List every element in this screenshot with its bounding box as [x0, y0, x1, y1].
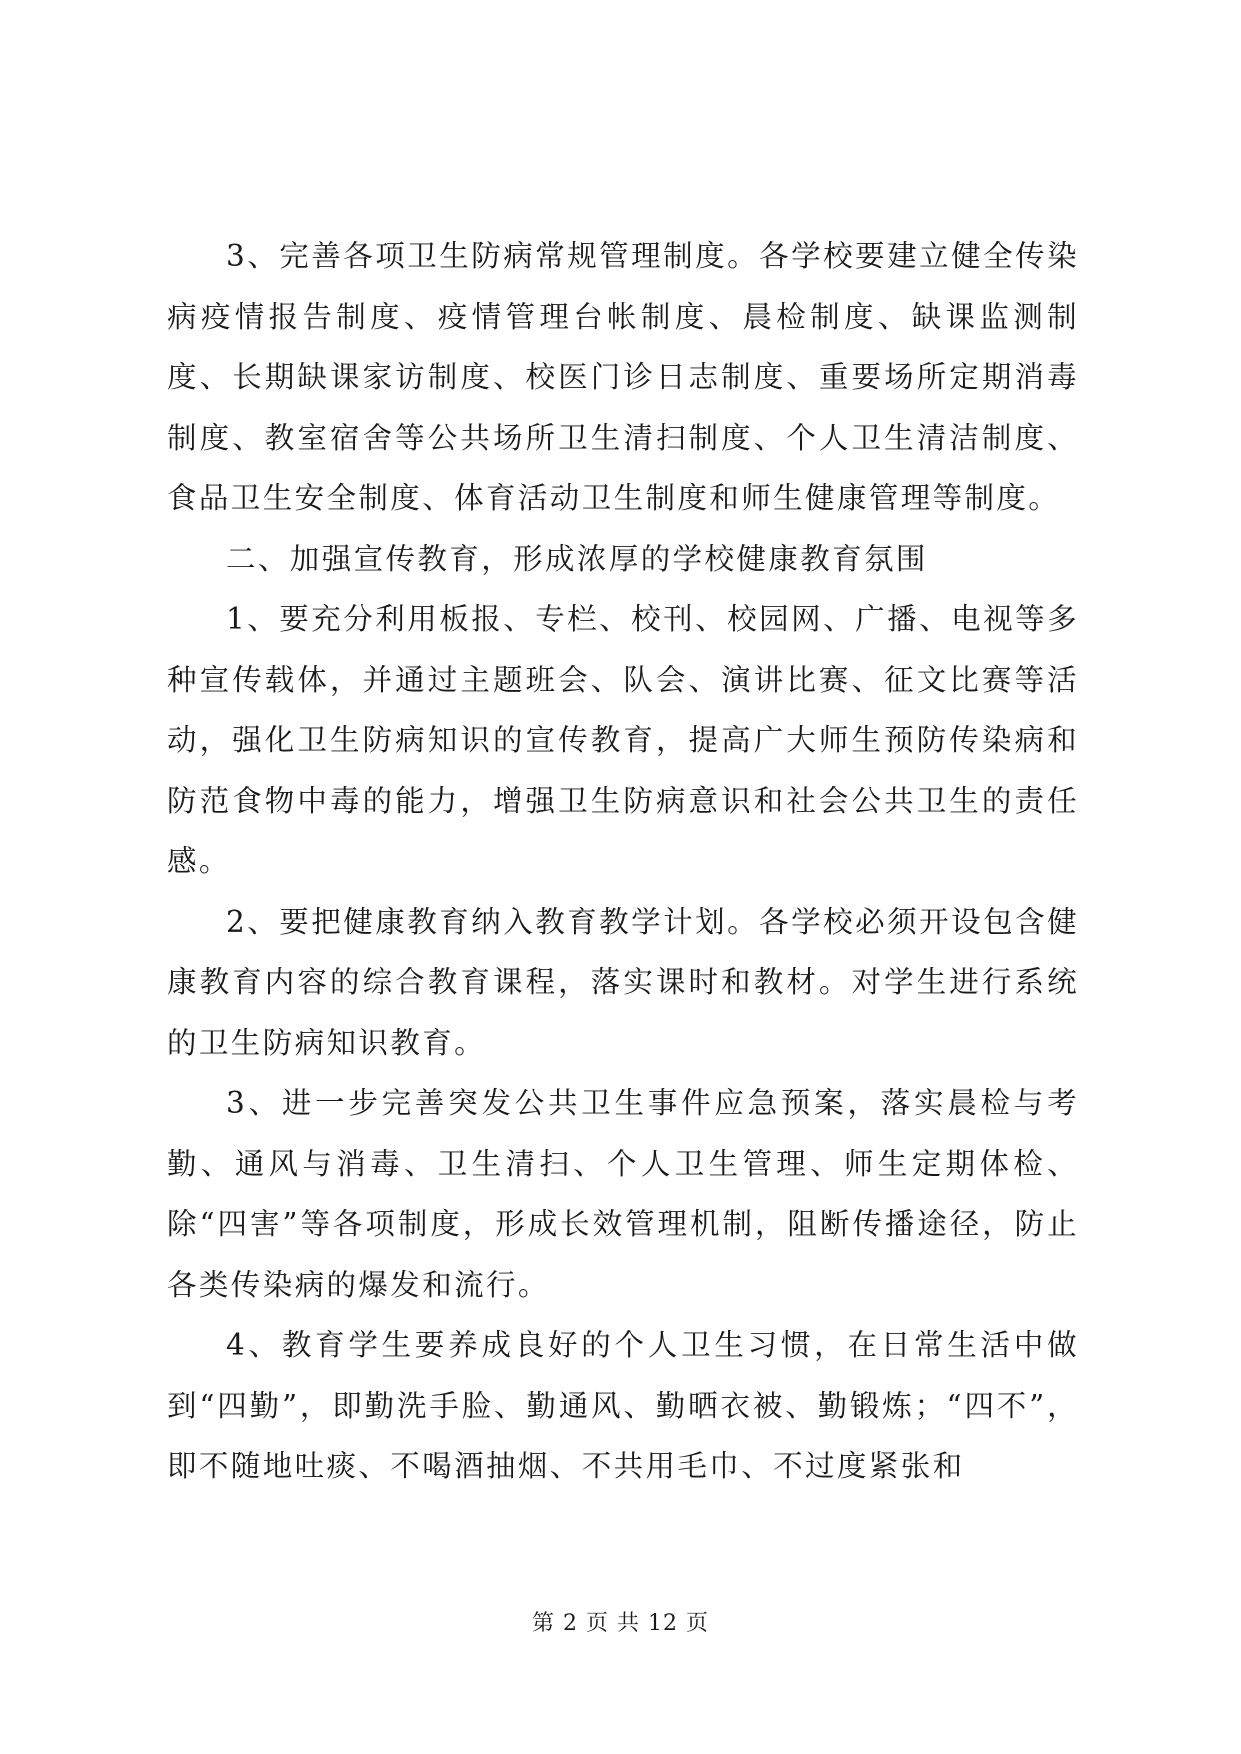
- page-number-footer: 第 2 页 共 12 页: [532, 1611, 709, 1636]
- document-body: [167, 226, 1079, 1497]
- paragraph-hygiene-system: 3、完善各项卫生防病常规管理制度。各学校要建立健全传染病疫情报告制度、疫情管理台帐制度、晨检制度、缺课监测制度、长期缺课家访制度、校医门诊日志制度、重要场所定期消毒制度、教室宿舍等公共场所卫生清扫制度、个人卫生清洁制度、食品卫生安全制度、体育活动卫生制度和师生健康管理等制度。: [167, 239, 1079, 515]
- paragraph-publicity-media: 1、要充分利用板报、专栏、校刊、校园网、广播、电视等多种宣传载体，并通过主题班会、队会、演讲比赛、征文比赛等活动，强化卫生防病知识的宣传教育，提高广大师生预防传染病和防范食物中毒的能力，增强卫生防病意识和社会公共卫生的责任感。: [167, 602, 1079, 878]
- section-heading-publicity: 二、加强宣传教育，形成浓厚的学校健康教育氛围: [226, 541, 928, 576]
- paragraph-personal-hygiene: 4、教育学生要养成良好的个人卫生习惯，在日常生活中做到“四勤”，即勤洗手脸、勤通风、勤晒衣被、勤锻炼；“四不”，即不随地吐痰、不喝酒抽烟、不共用毛巾、不过度紧张和: [167, 1328, 1079, 1483]
- paragraph-health-curriculum: 2、要把健康教育纳入教育教学计划。各学校必须开设包含健康教育内容的综合教育课程，落实课时和教材。对学生进行系统的卫生防病知识教育。: [167, 904, 1079, 1060]
- paragraph-emergency-plan: 3、进一步完善突发公共卫生事件应急预案，落实晨检与考勤、通风与消毒、卫生清扫、个人卫生管理、师生定期体检、除“四害”等各项制度，形成长效管理机制，阻断传播途径，防止各类传染病的爆发和流行。: [167, 1086, 1079, 1302]
